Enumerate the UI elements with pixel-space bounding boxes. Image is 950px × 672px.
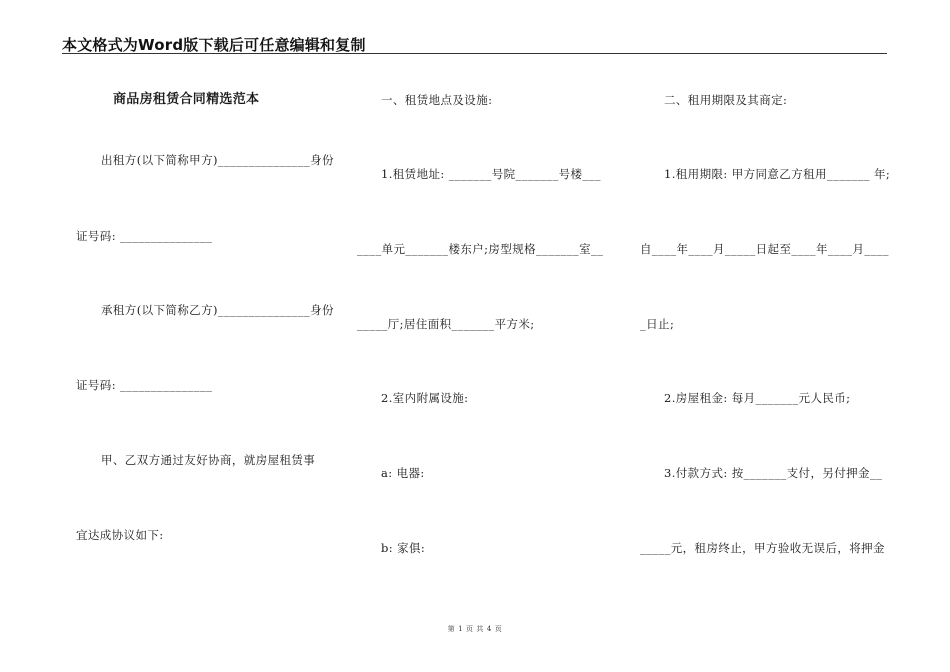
section-heading: 一、租赁地点及设施: — [381, 93, 493, 107]
text-line: 出租方(以下简称甲方)_______________身份 — [101, 153, 334, 167]
text-line: a: 电器: — [381, 466, 425, 480]
document-title: 商品房租赁合同精选范本 — [113, 92, 260, 107]
text-line: 2.房屋租金: 每月_______元人民币; — [664, 391, 851, 405]
text-line: 证号码: _______________ — [76, 229, 213, 243]
text-line: 1.租用期限: 甲方同意乙方租用_______ 年; — [664, 167, 891, 181]
text-line: 2.室内附属设施: — [381, 391, 469, 405]
text-line: _____厅;居住面积_______平方米; — [357, 317, 535, 331]
page-number: 第 1 页 共 4 页 — [447, 625, 503, 633]
text-line: ____单元_______楼东户;房型规格_______室__ — [357, 242, 604, 256]
text-line: b: 家俱: — [381, 541, 426, 555]
header-banner: 本文格式为Word版下载后可任意编辑和复制 — [62, 36, 366, 54]
text-line: 1.租赁地址: _______号院_______号楼___ — [381, 167, 601, 181]
text-line: 甲、乙双方通过友好协商，就房屋租赁事 — [101, 453, 316, 467]
text-line: 3.付款方式: 按_______支付，另付押金__ — [664, 466, 883, 480]
section-heading: 二、租用期限及其商定: — [664, 93, 788, 107]
text-line: _日止; — [640, 317, 675, 331]
header-rule — [62, 53, 887, 54]
text-line: 自____年____月_____日起至____年____月____ — [640, 242, 889, 256]
text-line: 宜达成协议如下: — [76, 528, 164, 542]
text-line: 证号码: _______________ — [76, 378, 213, 392]
text-line: 承租方(以下简称乙方)_______________身份 — [101, 303, 334, 317]
text-line: _____元，租房终止，甲方验收无误后，将押金 — [640, 541, 885, 555]
